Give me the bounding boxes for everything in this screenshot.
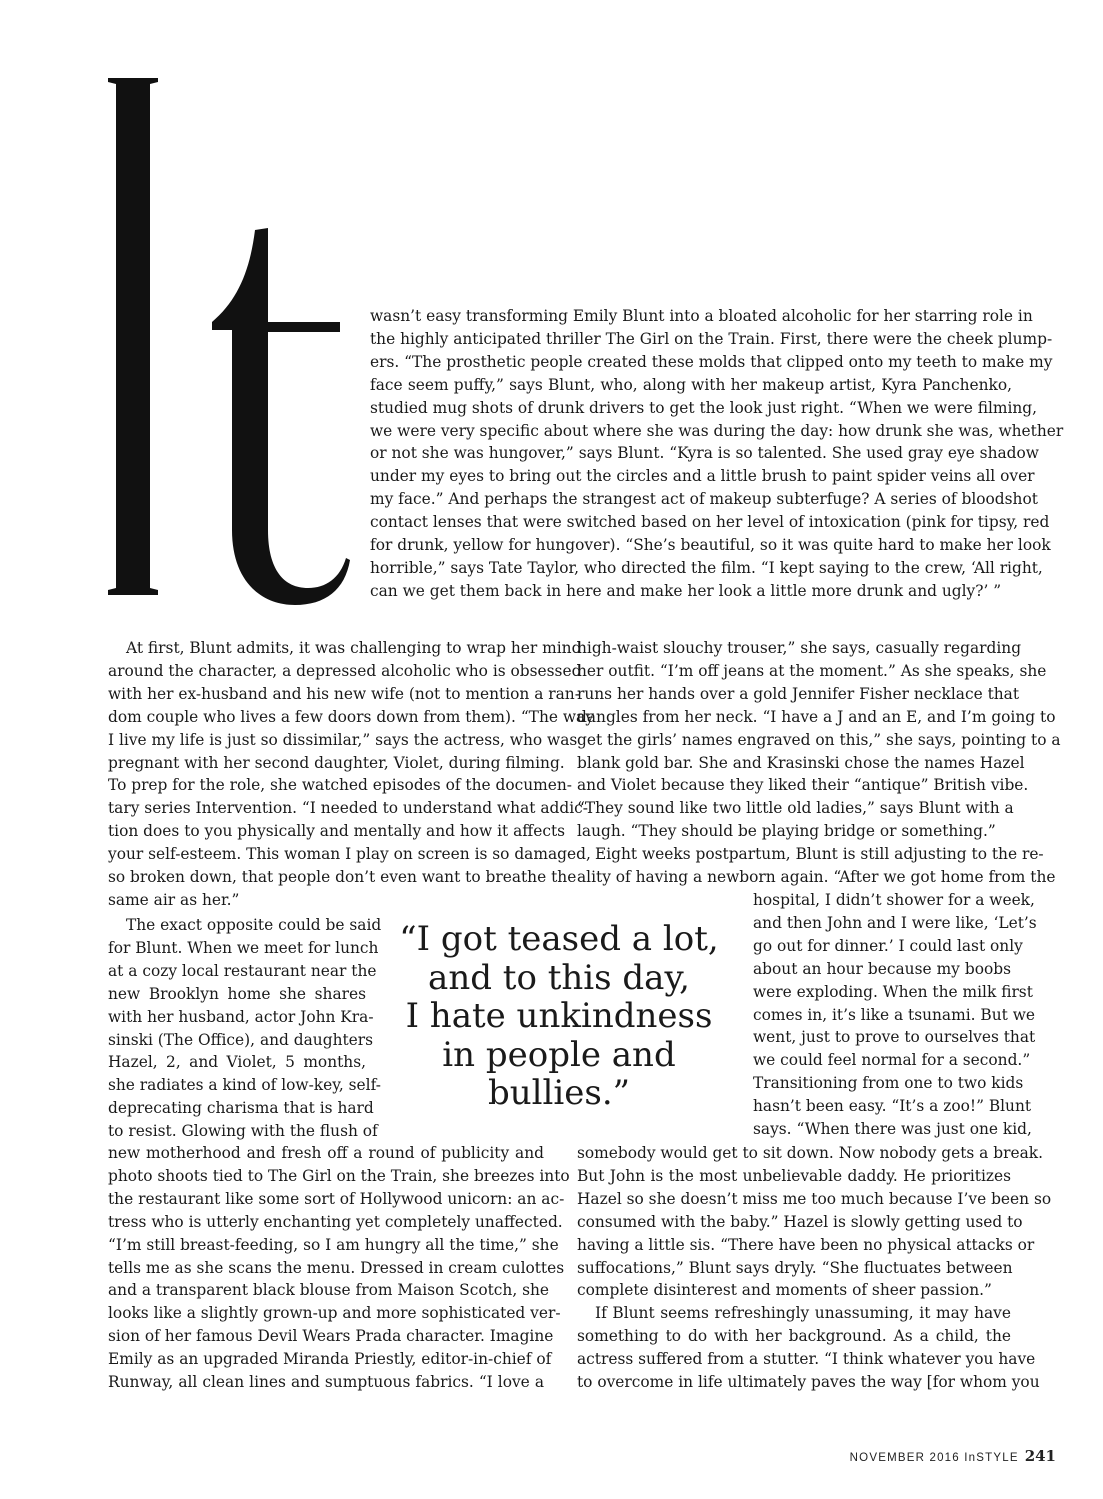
text-line: laugh. “They should be playing bridge or something.”	[577, 822, 996, 841]
text-line: Hazel so she doesn’t miss me too much because I’ve been so	[577, 1189, 1052, 1208]
text-line: tary series Intervention. “I needed to understand what addic-	[108, 799, 588, 818]
text-line: consumed with the baby.” Hazel is slowly getting used to	[577, 1212, 1023, 1231]
quote-line: I hate unkindness	[405, 996, 713, 1036]
page-footer	[850, 1447, 1056, 1465]
text-line: we could feel normal for a second.”	[753, 1051, 1031, 1070]
text-line: Runway, all clean lines and sumptuous fabrics. “I love a	[108, 1373, 544, 1392]
column-left-top	[108, 637, 594, 912]
dropcap-it	[100, 60, 355, 620]
text-line: to resist. Glowing with the flush of	[108, 1122, 378, 1141]
text-line: dom couple who lives a few doors down from them). “The way	[108, 707, 594, 726]
text-line: “They sound like two little old ladies,” says Blunt with a	[577, 799, 1014, 818]
text-line: photo shoots tied to The Girl on the Train, she breezes into	[108, 1166, 570, 1185]
text-line: for Blunt. When we meet for lunch	[108, 938, 379, 957]
text-line: looks like a slightly grown-up and more sophisticated ver-	[108, 1304, 561, 1323]
text-line: about an hour because my boobs	[753, 959, 1011, 978]
text-line: At first, Blunt admits, it was challenging to wrap her mind	[126, 639, 582, 657]
text-line: tells me as she scans the menu. Dressed in cream culottes	[108, 1258, 565, 1277]
text-line: new Brooklyn home she shares	[108, 984, 366, 1003]
text-line: to overcome in life ultimately paves the way [for whom you	[577, 1373, 1040, 1392]
text-line: so broken down, that people don’t even want to breathe the	[108, 868, 577, 887]
text-line: her outfit. “I’m off jeans at the moment.” As she speaks, she	[577, 661, 1047, 680]
text-line: says. “When there was just one kid,	[753, 1120, 1032, 1139]
text-line: ers. “The prosthetic people created these molds that clipped onto my teeth to make my	[370, 352, 1053, 371]
text-line: same air as her.”	[108, 890, 240, 909]
text-line: contact lenses that were switched based on her level of intoxication (pink for tipsy, red	[370, 513, 1050, 532]
text-line: or not she was hungover,” says Blunt. “Kyra is so talented. She used gray eye shadow	[370, 444, 1039, 463]
text-line: studied mug shots of drunk drivers to get the look just right. “When we were filming,	[370, 398, 1038, 417]
text-line: wasn’t easy transforming Emily Blunt into a bloated alcoholic for her starring role in	[370, 307, 1033, 325]
quote-line: and to this day,	[428, 957, 690, 998]
quote-line: bullies.”	[487, 1073, 631, 1113]
text-line: your self-esteem. This woman I play on screen is so damaged,	[108, 845, 591, 864]
text-line: can we get them back in here and make her look a little more drunk and ugly?’ ”	[370, 581, 1002, 600]
text-line: around the character, a depressed alcoholic who is obsessed	[108, 661, 582, 680]
text-line: Transitioning from one to two kids	[753, 1074, 1024, 1093]
text-line: get the girls’ names engraved on this,” she says, pointing to a	[577, 730, 1061, 749]
text-line: ality of having a newborn again. “After we got home from the	[577, 868, 1056, 887]
text-line: high-waist slouchy trouser,” she says, casually regarding	[577, 639, 1022, 657]
text-line: face seem puffy,” says Blunt, who, along with her makeup artist, Kyra Panchenko,	[370, 375, 1012, 394]
column-left-narrow	[108, 914, 382, 1143]
text-line: blank gold bar. She and Krasinski chose the names Hazel	[577, 753, 1025, 772]
text-line: were exploding. When the milk first	[753, 982, 1033, 1001]
text-line: tress who is utterly enchanting yet completely unaffected.	[108, 1212, 563, 1231]
text-line: To prep for the role, she watched episodes of the documen-	[108, 776, 572, 795]
text-line: tion does to you physically and mentally and how it affects	[108, 822, 566, 841]
text-line: having a little sis. “There have been no physical attacks or	[577, 1235, 1035, 1254]
text-line: But John is the most unbelievable daddy. He prioritizes	[577, 1166, 1011, 1185]
text-line: suffocations,” Blunt says dryly. “She fluctuates between	[577, 1258, 1013, 1277]
text-line: with her ex-husband and his new wife (not to mention a ran-	[108, 684, 580, 703]
text-line: Hazel, 2, and Violet, 5 months,	[108, 1053, 366, 1072]
quote-line: in people and	[442, 1034, 676, 1075]
text-line: complete disinterest and moments of sheer passion.”	[577, 1281, 992, 1300]
text-line: Emily as an upgraded Miranda Priestly, editor-in-chief of	[108, 1350, 552, 1369]
text-line: and a transparent black blouse from Maison Scotch, she	[108, 1281, 550, 1300]
text-line: and Violet because they liked their “antique” British vibe.	[577, 776, 1029, 795]
text-line: the restaurant like some sort of Hollywood unicorn: an ac-	[108, 1189, 565, 1208]
text-line: somebody would get to sit down. Now nobody gets a break.	[577, 1144, 1043, 1162]
text-line: at a cozy local restaurant near the	[108, 961, 377, 980]
text-line: horrible,” says Tate Taylor, who directed the film. “I kept saying to the crew, ‘All right,	[370, 558, 1043, 577]
quote-line: “I got teased a lot,	[399, 919, 719, 959]
text-line: we were very specific about where she was during the day: how drunk she was, whether	[370, 421, 1064, 440]
intro-paragraph	[370, 305, 1064, 603]
column-right-top	[577, 637, 1061, 889]
text-line: sinski (The Office), and daughters	[108, 1030, 374, 1049]
text-line: dangles from her neck. “I have a J and an E, and I’m going to	[577, 707, 1056, 726]
text-line: “I’m still breast-feeding, so I am hungry all the time,” she	[108, 1235, 559, 1254]
text-line: something to do with her background. As a child, the	[577, 1327, 1011, 1346]
text-line: pregnant with her second daughter, Violet, during filming.	[108, 753, 565, 772]
text-line: go out for dinner.’ I could last only	[753, 936, 1023, 955]
column-right-bottom	[577, 1142, 1052, 1394]
text-line: comes in, it’s like a tsunami. But we	[753, 1005, 1035, 1024]
text-line: hospital, I didn’t shower for a week,	[753, 891, 1035, 909]
text-line: under my eyes to bring out the circles and a little brush to paint spider veins all over	[370, 467, 1035, 486]
text-line: went, just to prove to ourselves that	[753, 1028, 1036, 1047]
text-line: If Blunt seems refreshingly unassuming, it may have	[595, 1304, 1011, 1323]
text-line: she radiates a kind of low-key, self-	[108, 1076, 381, 1095]
text-line: deprecating charisma that is hard	[108, 1099, 374, 1118]
issue-label: NOVEMBER 2016 InSTYLE	[849, 1452, 1019, 1464]
column-right-narrow	[753, 889, 1037, 1141]
text-line: and then John and I were like, ‘Let’s	[753, 913, 1037, 932]
column-left-bottom	[108, 1142, 570, 1394]
text-line: actress suffered from a stutter. “I think whatever you have	[577, 1350, 1036, 1369]
pull-quote	[395, 920, 723, 1113]
text-line: I live my life is just so dissimilar,” says the actress, who was	[108, 730, 578, 749]
text-line: sion of her famous Devil Wears Prada character. Imagine	[108, 1327, 554, 1346]
page-number: 241	[1024, 1447, 1056, 1465]
text-line: hasn’t been easy. “It’s a zoo!” Blunt	[753, 1097, 1032, 1116]
text-line: for drunk, yellow for hungover). “She’s beautiful, so it was quite hard to make her look	[370, 536, 1051, 555]
text-line: with her husband, actor John Kra-	[108, 1007, 374, 1026]
text-line: runs her hands over a gold Jennifer Fisher necklace that	[577, 684, 1020, 703]
text-line: my face.” And perhaps the strangest act of makeup subterfuge? A series of bloodshot	[370, 490, 1038, 509]
text-line: Eight weeks postpartum, Blunt is still adjusting to the re-	[595, 845, 1044, 864]
text-line: the highly anticipated thriller The Girl on the Train. First, there were the cheek plump-	[370, 329, 1053, 348]
text-line: The exact opposite could be said	[126, 916, 382, 934]
text-line: new motherhood and fresh off a round of publicity and	[108, 1144, 544, 1162]
